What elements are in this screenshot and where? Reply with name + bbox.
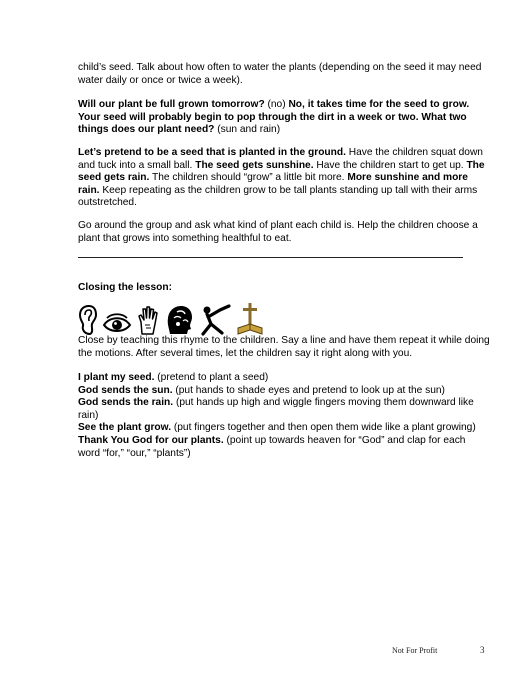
paragraph-plant-choice <box>78 220 490 245</box>
paragraph-watering <box>78 62 490 87</box>
paragraph-pretend-seed <box>78 147 490 210</box>
pretend-bold-1: Let’s pretend to be a seed that is planted in the ground. <box>78 147 346 158</box>
rhyme-line-motion: (put hands to shade eyes and pretend to look up at the sun) <box>172 384 445 396</box>
paragraph-text: child’s seed. Talk about how often to water the plants (depending on the seed it may need water daily or once or twice a week). <box>78 62 482 86</box>
senses-icon-row <box>76 302 264 336</box>
rhyme-line <box>78 397 490 422</box>
paragraph-growth-question <box>78 99 490 137</box>
pretend-text-1: Have the children squat down and tuck into a small ball. <box>78 147 483 171</box>
question-bold: Will our plant be full grown tomorrow? <box>78 99 265 110</box>
pretend-bold-2: The seed gets sunshine. <box>195 159 314 171</box>
pretend-text-4: Keep repeating as the children grow to be tall plants standing up tall with their arms outstretched. <box>78 184 478 209</box>
rhyme-list <box>78 372 490 460</box>
rhyme-line <box>78 385 490 398</box>
explanation-answer: (sun and rain) <box>214 124 281 136</box>
paragraph-text: Go around the group and ask what kind of plant each child is. Help the children choose a plant that grows into something healthful to eat. <box>78 220 478 244</box>
eye-icon <box>102 312 132 336</box>
bible-cross-icon <box>236 302 264 336</box>
rhyme-line-motion: (put hands up high and wiggle fingers moving them downward like rain) <box>78 397 474 421</box>
pretend-text-3: The children should “grow” a little bit more. <box>149 172 348 184</box>
rhyme-line-motion: (pretend to plant a seed) <box>154 372 269 383</box>
section-divider <box>78 257 463 258</box>
closing-intro <box>78 335 490 360</box>
hand-icon <box>136 304 160 336</box>
head-icon <box>164 304 194 336</box>
rhyme-line <box>78 435 490 460</box>
rhyme-line-bold: God sends the rain. <box>78 397 174 409</box>
rhyme-line-motion: (put fingers together and then open them wide like a plant growing) <box>171 422 476 434</box>
paragraph-text: Close by teaching this rhyme to the children. Say a line and have them repeat it while doing the motions. After several times, let the children say it right along with you. <box>78 335 490 359</box>
rhyme-line-bold: See the plant grow. <box>78 422 172 434</box>
page-number: 3 <box>480 645 485 655</box>
pretend-bold-4: More sunshine and more rain. <box>78 172 468 196</box>
footer-note: Not For Profit <box>392 646 438 655</box>
explanation-bold: No, it takes time for the seed to grow. Your seed will probably begin to pop through the dirt in a week or two. What two things does our plant need? <box>78 99 470 136</box>
ear-icon <box>76 304 98 336</box>
stretching-figure-icon <box>198 304 232 336</box>
rhyme-line <box>78 372 490 385</box>
rhyme-line <box>78 422 490 435</box>
closing-heading: Closing the lesson: <box>78 282 172 293</box>
rhyme-line-bold: Thank You God for our plants. <box>78 434 224 446</box>
rhyme-line-motion: (point up towards heaven for “God” and clap for each word “for,” “our,” “plants”) <box>78 434 466 459</box>
pretend-text-2: Have the children start to get up. <box>313 159 467 171</box>
rhyme-line-bold: God sends the sun. <box>78 384 173 396</box>
rhyme-line-bold: I plant my seed. <box>78 372 155 383</box>
pretend-bold-3: The seed gets rain. <box>78 159 485 184</box>
question-answer: (no) <box>264 99 289 110</box>
